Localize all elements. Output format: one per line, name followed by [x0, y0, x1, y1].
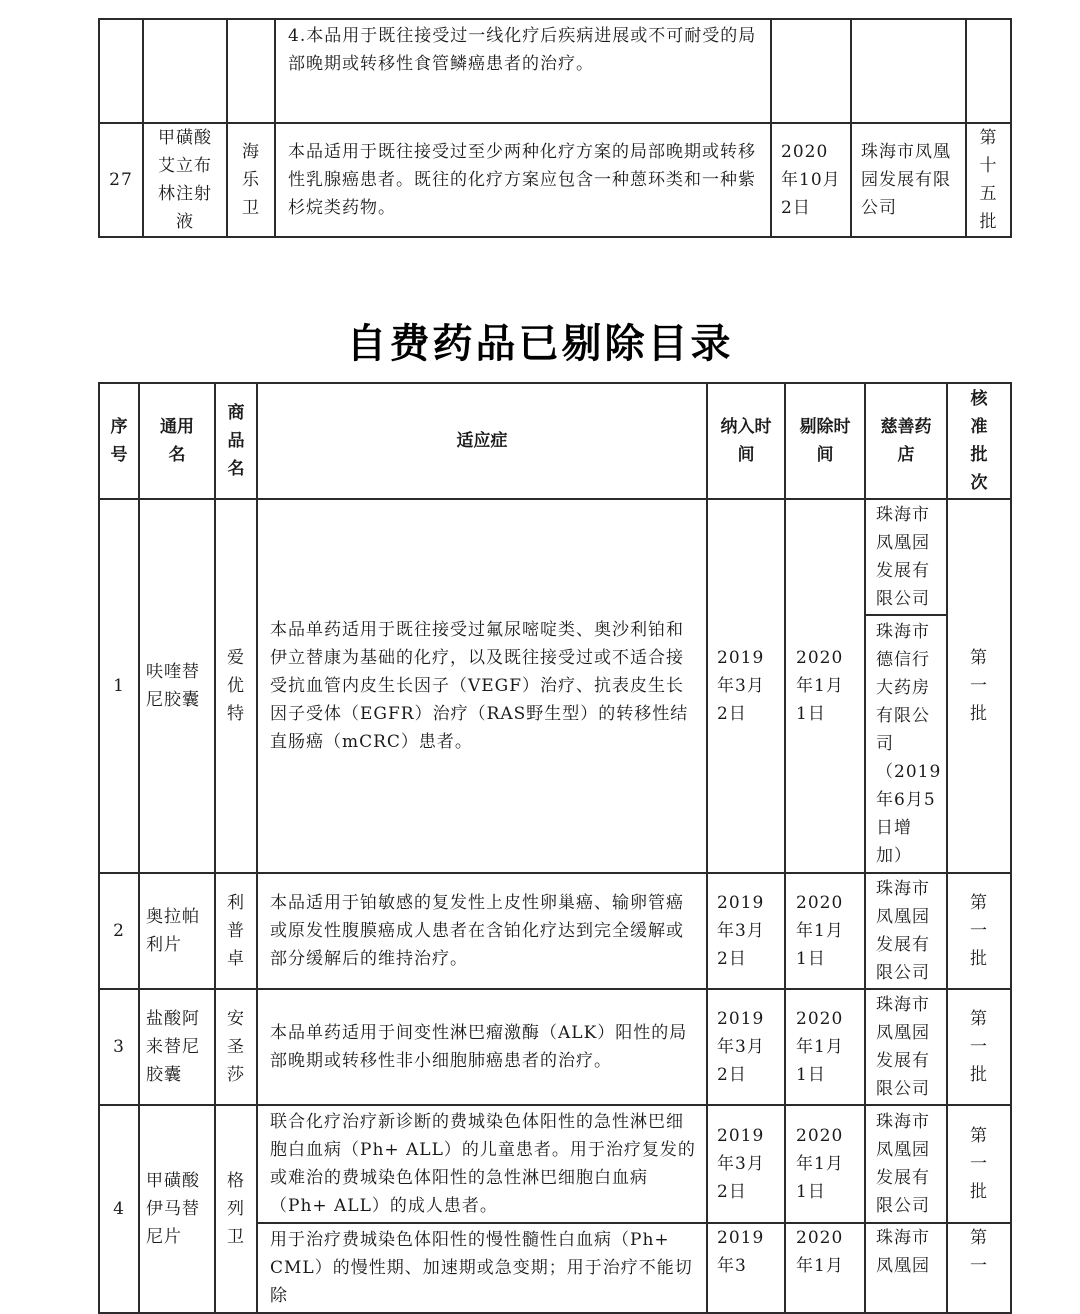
header-date-in: 纳入时间 [720, 417, 772, 465]
date-in: 2019年3月2日 [717, 1009, 765, 1085]
indication: 本品适用于既往接受过至少两种化疗方案的局部晚期或转移性乳腺癌患者。既往的化疗方案应包含一种蒽环类和一种紫杉烷类药物。 [275, 123, 771, 237]
row-no [99, 19, 143, 123]
indication: 本品单药适用于既往接受过氟尿嘧啶类、奥沙利铂和伊立替康为基础的化疗，以及既往接受过或不适合接受抗血管内皮生长因子（VEGF）治疗、抗表皮生长因子受体（EGFR）治疗（RAS野生型）的转移性结直肠癌（mCRC）患者。 [257, 499, 707, 873]
date-out: 2020年1月1日 [796, 893, 844, 969]
pharmacy: 珠海市凤凰园发展有限公司 [876, 1112, 930, 1216]
header-no: 序号 [110, 417, 128, 465]
date-in: 2019年3月2日 [717, 1126, 765, 1202]
row-no: 1 [99, 499, 139, 873]
table-row [99, 989, 1011, 1105]
table-row [99, 123, 1011, 237]
indication: 本品单药适用于间变性淋巴瘤激酶（ALK）阳性的局部晚期或转移性非小细胞肺癌患者的治疗。 [257, 989, 707, 1105]
indication: 本品适用于铂敏感的复发性上皮性卵巢癌、输卵管癌或原发性腹膜癌成人患者在含铂化疗达到完全缓解或部分缓解后的维持治疗。 [257, 873, 707, 989]
batch: 第一批 [970, 893, 988, 969]
header-generic: 通用名 [160, 417, 194, 465]
brand-name: 海乐卫 [242, 142, 260, 218]
pharmacy: 珠海市凤凰园发展有限公司 [876, 879, 930, 983]
table-row [99, 19, 1011, 123]
pharmacy: 珠海市凤凰园发展有限公司 [876, 505, 930, 609]
batch [966, 19, 1011, 123]
indication: 联合化疗治疗新诊断的费城染色体阳性的急性淋巴细胞白血病（Ph+ ALL）的儿童患者。用于治疗复发的或难治的费城染色体阳性的急性淋巴细胞白血病（Ph+ ALL）的成人患者。 [257, 1105, 707, 1223]
table-row [99, 1105, 1011, 1223]
pharmacy-cell [865, 499, 947, 873]
indication: 4.本品用于既往接受过一线化疗后疾病进展或不可耐受的局部晚期或转移性食管鳞癌患者的治疗。 [275, 19, 771, 123]
table-header-row [99, 383, 1011, 499]
row-no: 2 [99, 873, 139, 989]
date-in: 2019年3 [717, 1228, 765, 1276]
generic-name: 盐酸阿来替尼胶囊 [146, 1009, 200, 1085]
table-row [99, 499, 1011, 873]
page-title: 自费药品已剔除目录 [346, 321, 734, 367]
date-out: 2020年1月1日 [796, 1009, 844, 1085]
generic-name: 呋喹替尼胶囊 [146, 662, 200, 710]
row-no: 27 [99, 123, 143, 237]
pharmacy: 珠海市凤凰园发展有限公司 [876, 995, 930, 1099]
brand-name [227, 19, 275, 123]
pharmacy: 珠海市凤凰园发展有限公司 [861, 142, 951, 218]
header-pharmacy: 慈善药店 [880, 417, 932, 465]
date-in: 2019年3月2日 [717, 893, 765, 969]
generic-name: 甲磺酸艾立布林注射液 [158, 128, 212, 232]
date-in [771, 19, 851, 123]
removed-drugs-table [98, 382, 1012, 1314]
header-batch: 核准批次 [970, 389, 988, 493]
batch: 第一 [970, 1228, 988, 1276]
batch: 第一批 [970, 648, 988, 724]
date-out: 2020年1月 [796, 1228, 844, 1276]
brand-name: 爱优特 [227, 648, 245, 724]
brand-name: 格列卫 [227, 1171, 245, 1247]
header-indication: 适应症 [257, 383, 707, 499]
date-out: 2020年1月1日 [796, 1126, 844, 1202]
header-date-out: 剔除时间 [799, 417, 851, 465]
pharmacy-added: 珠海市德信行大药房有限公司（2019年6月5日增加） [876, 622, 942, 866]
brand-name: 安圣莎 [227, 1009, 245, 1085]
brand-name: 利普卓 [227, 893, 245, 969]
pharmacy [851, 19, 966, 123]
batch: 第一批 [970, 1126, 988, 1202]
generic-name: 甲磺酸伊马替尼片 [146, 1171, 200, 1247]
row-no: 3 [99, 989, 139, 1105]
row-no: 4 [99, 1105, 139, 1313]
pharmacy: 珠海市凤凰园 [876, 1228, 930, 1276]
previous-page-table [98, 18, 1012, 238]
header-brand: 商品名 [227, 403, 245, 479]
batch: 第一批 [970, 1009, 988, 1085]
date-out: 2020年1月1日 [796, 648, 844, 724]
date-in: 2019年3月2日 [717, 648, 765, 724]
table-row [99, 873, 1011, 989]
date-in: 2020年10月2日 [781, 142, 841, 218]
generic-name [143, 19, 227, 123]
indication: 用于治疗费城染色体阳性的慢性髓性白血病（Ph+ CML）的慢性期、加速期或急变期；用于治疗不能切除 [257, 1223, 707, 1313]
batch: 第十五批 [979, 128, 998, 232]
generic-name: 奥拉帕利片 [146, 907, 200, 955]
